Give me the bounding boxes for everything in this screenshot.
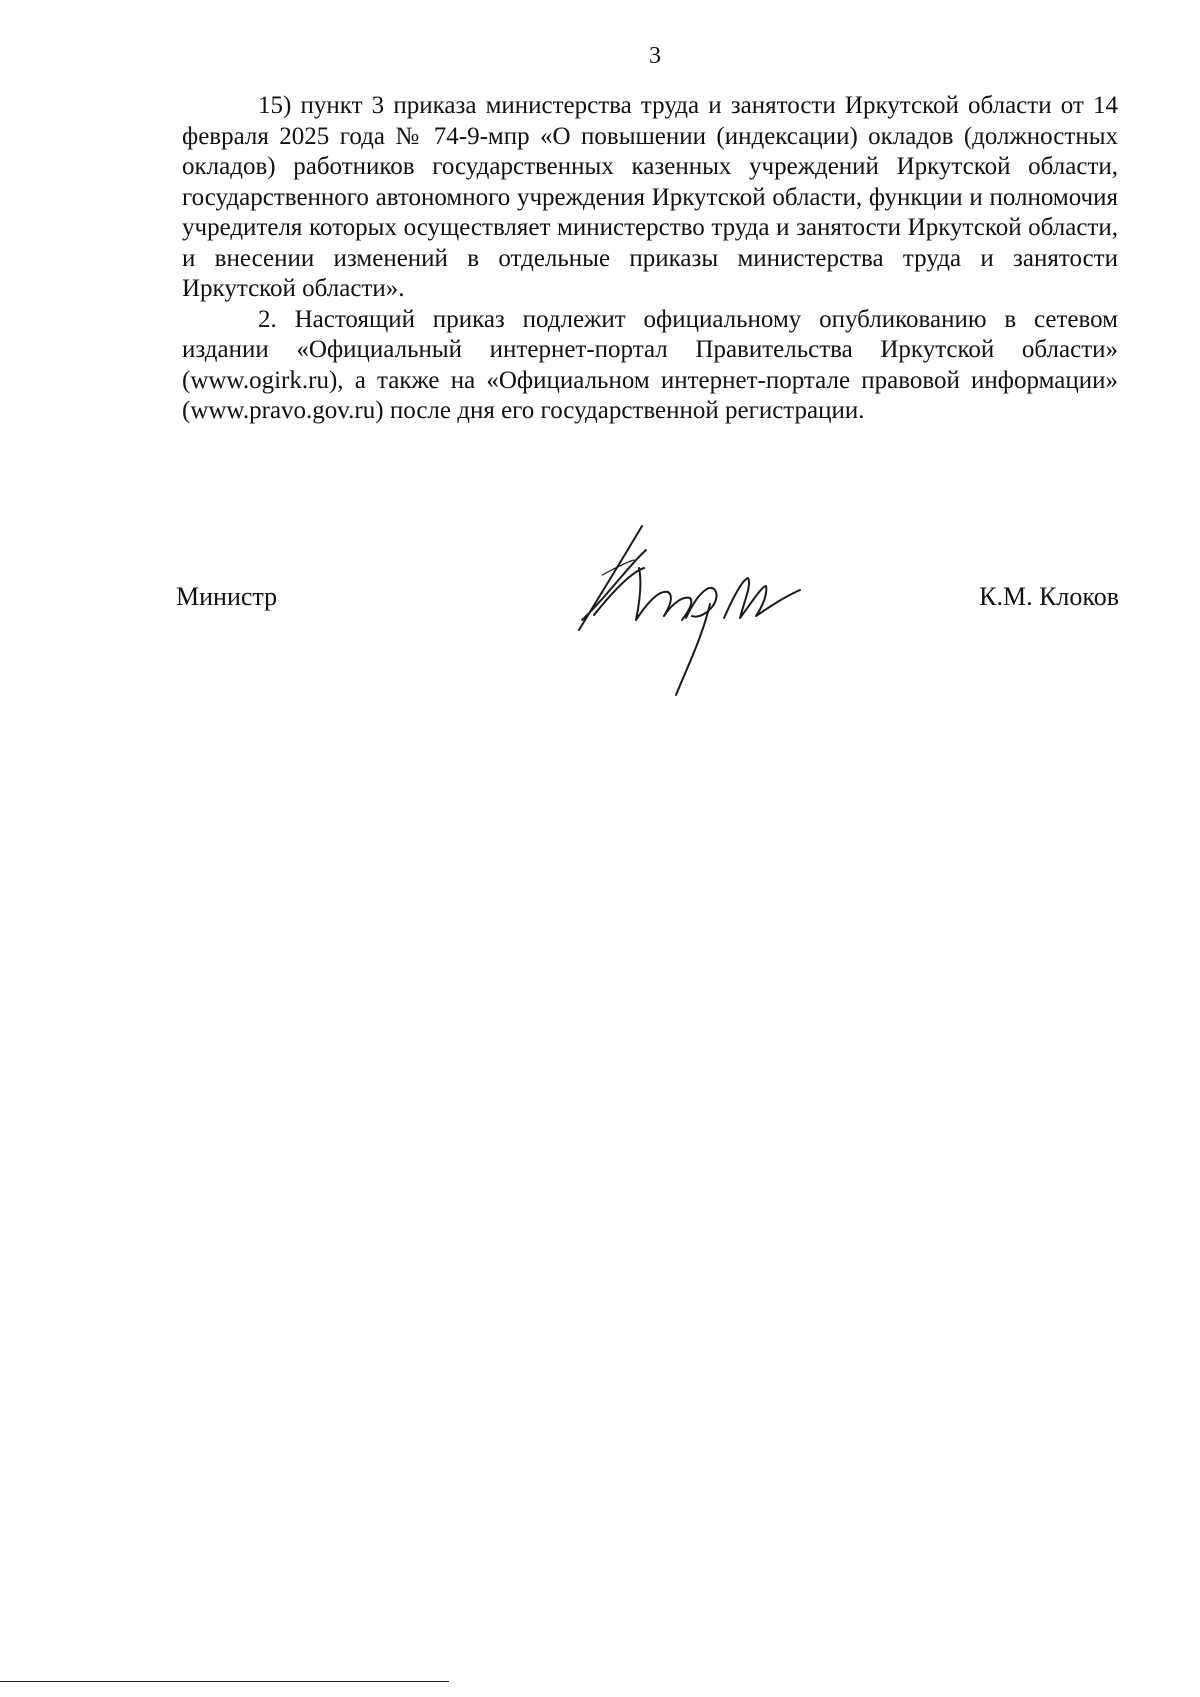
signatory-name: К.М. Клоков — [979, 582, 1119, 611]
page-number: 3 — [649, 43, 661, 69]
paragraph-publication: 2. Настоящий приказ подлежит официальному опубликованию в сетевом издании «Официальный интернет-портал Правительства Иркутской области» (www.ogirk.ru), а также на «Официальном интернет-портале правовой информации» (www.pravo.gov.ru) после дня его государственной регистрации. — [182, 305, 1118, 424]
handwritten-signature — [574, 520, 809, 700]
paragraph-item-15: 15) пункт 3 приказа министерства труда и занятости Иркутской области от 14 февраля 2025 года № 74-9-мпр «О повышении (индексации) окладов (должностных окладов) работников государственных казенных учреждений Иркутской области, государственного автономного учреждения Иркутской области, функции и полномочия учредителя которых осуществляет министерство труда и занятости Иркутской области, и внесении изменений в отдельные приказы министерства труда и занятости Иркутской области». — [182, 92, 1118, 302]
signatory-title: Министр — [176, 582, 278, 611]
footer-divider — [0, 1681, 449, 1682]
document-body — [182, 91, 1118, 427]
signature-block — [176, 582, 1119, 722]
